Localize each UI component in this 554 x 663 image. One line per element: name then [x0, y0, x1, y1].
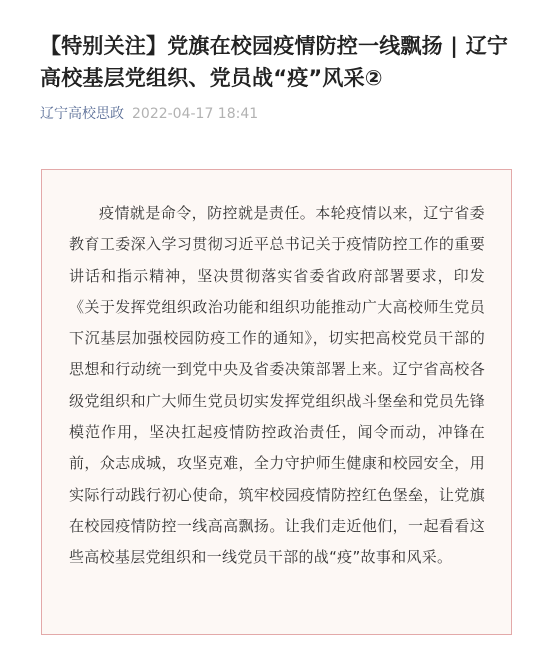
intro-paragraph: 疫情就是命令，防控就是责任。本轮疫情以来，辽宁省委教育工委深入学习贯彻习近平总书记关于疫情防控工作的重要讲话和指示精神，坚决贯彻落实省委省政府部署要求，印发《关于发挥党组织政治功能和组织功能推动广大高校师生党员下沉基层加强校园防疫工作的通知》，切实把高校党员干部的思想和行动统一到党中央及省委决策部署上来。辽宁省高校各级党组织和广大师生党员切实发挥党组织战斗堡垒和党员先锋模范作用，坚决扛起疫情防控政治责任，闻令而动，冲锋在前，众志成城，攻坚克难，全力守护师生健康和校园安全，用实际行动践行初心使命，筑牢校园疫情防控红色堡垒，让党旗在校园疫情防控一线高高飘扬。让我们走近他们，一起看看这些高校基层党组织和一线党员干部的战“疫”故事和风采。	[69, 204, 485, 567]
article-title: 【特别关注】党旗在校园疫情防控一线飘扬 | 辽宁高校基层党组织、党员战“疫”风采②	[40, 34, 509, 90]
article-meta	[40, 104, 258, 124]
account-name-link[interactable]: 辽宁高校思政	[40, 106, 124, 122]
publish-time: 2022-04-17 18:41	[132, 106, 259, 122]
intro-box	[41, 169, 512, 635]
